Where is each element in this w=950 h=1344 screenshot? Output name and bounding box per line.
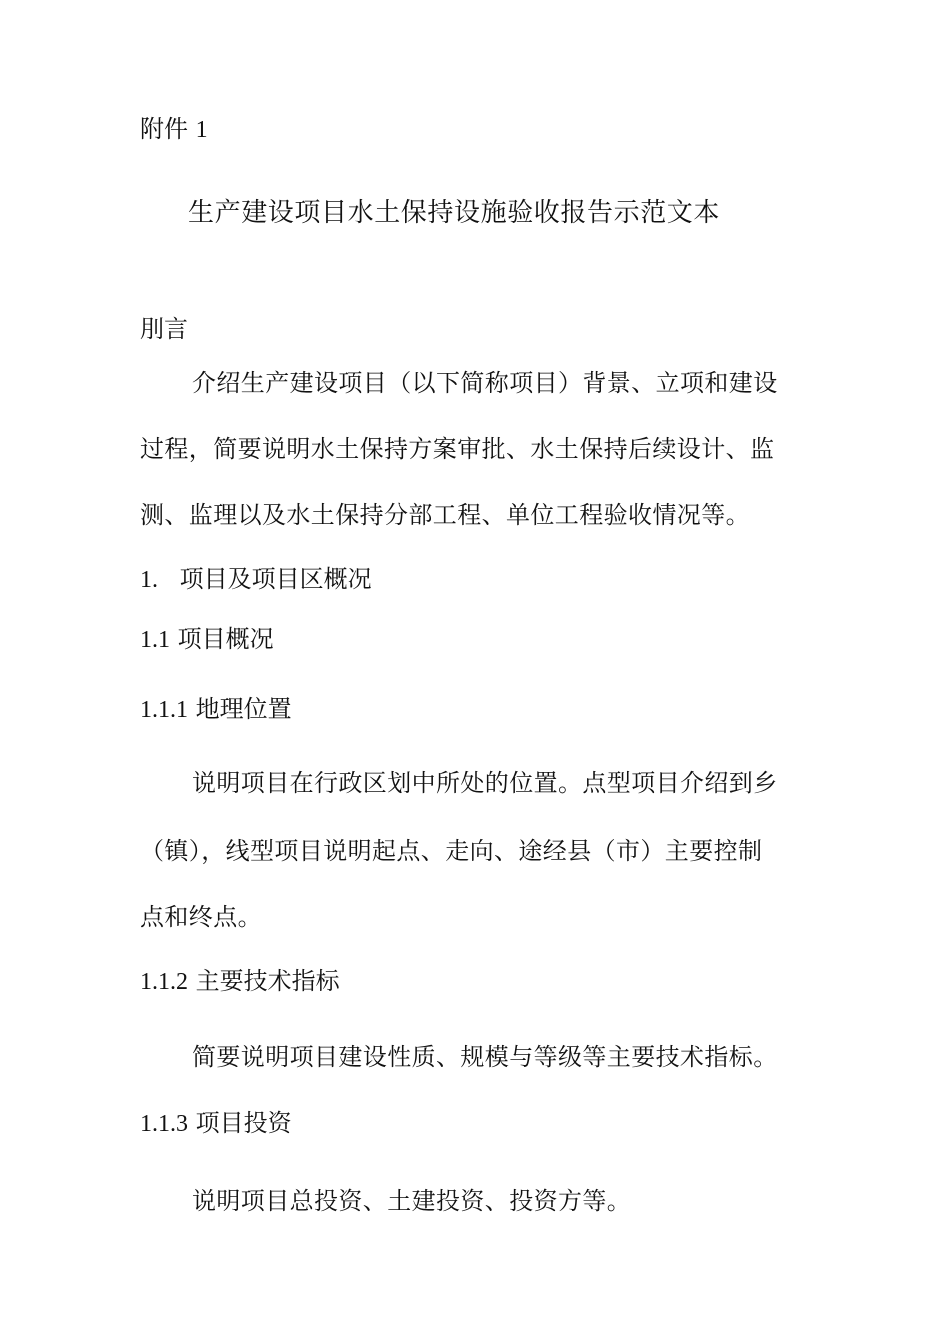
section-1-heading	[140, 564, 372, 595]
section-1-1-1-number: 1.1.1	[140, 697, 188, 723]
preface-line-2: 过程，简要说明水土保持方案审批、水土保持后续设计、监	[140, 435, 775, 463]
preface-line-1: 介绍生产建设项目（以下简称项目）背景、立项和建设	[192, 369, 778, 397]
section-1-1-3-heading	[140, 1108, 292, 1139]
section-1-1-3-line-1: 说明项目总投资、土建投资、投资方等。	[192, 1187, 632, 1215]
document-title: 生产建设项目水土保持设施验收报告示范文本	[188, 198, 721, 228]
section-1-1-3-title: 项目投资	[195, 1109, 292, 1137]
section-1-1-number: 1.1	[140, 627, 170, 653]
section-1-1-2-line-1: 简要说明项目建设性质、规模与等级等主要技术指标。	[192, 1043, 778, 1071]
preface-line-3: 测、监理以及水土保持分部工程、单位工程验收情况等。	[140, 501, 750, 529]
section-1-1-1-line-1: 说明项目在行政区划中所处的位置。点型项目介绍到乡	[192, 769, 778, 797]
section-1-1-2-heading	[140, 966, 340, 997]
section-1-1-1-heading	[140, 694, 292, 725]
section-1-1-2-number: 1.1.2	[140, 969, 188, 995]
section-1-1-1-title: 地理位置	[195, 695, 292, 723]
section-1-1-heading	[140, 624, 274, 655]
section-1-1-1-line-3: 点和终点。	[140, 903, 262, 931]
preface-heading: 刖言	[140, 315, 188, 343]
section-1-1-title: 项目概况	[177, 625, 274, 653]
attachment-number: 1	[195, 117, 208, 143]
attachment-label	[140, 114, 208, 145]
section-1-1-2-title: 主要技术指标	[195, 967, 340, 995]
section-1-1-1-line-2: （镇），线型项目说明起点、走向、途经县（市）主要控制	[140, 837, 763, 865]
section-1-title: 项目及项目区概况	[179, 565, 372, 593]
section-1-1-3-number: 1.1.3	[140, 1111, 188, 1137]
section-1-number: 1.	[140, 567, 158, 593]
attachment-text: 附件	[140, 115, 188, 143]
